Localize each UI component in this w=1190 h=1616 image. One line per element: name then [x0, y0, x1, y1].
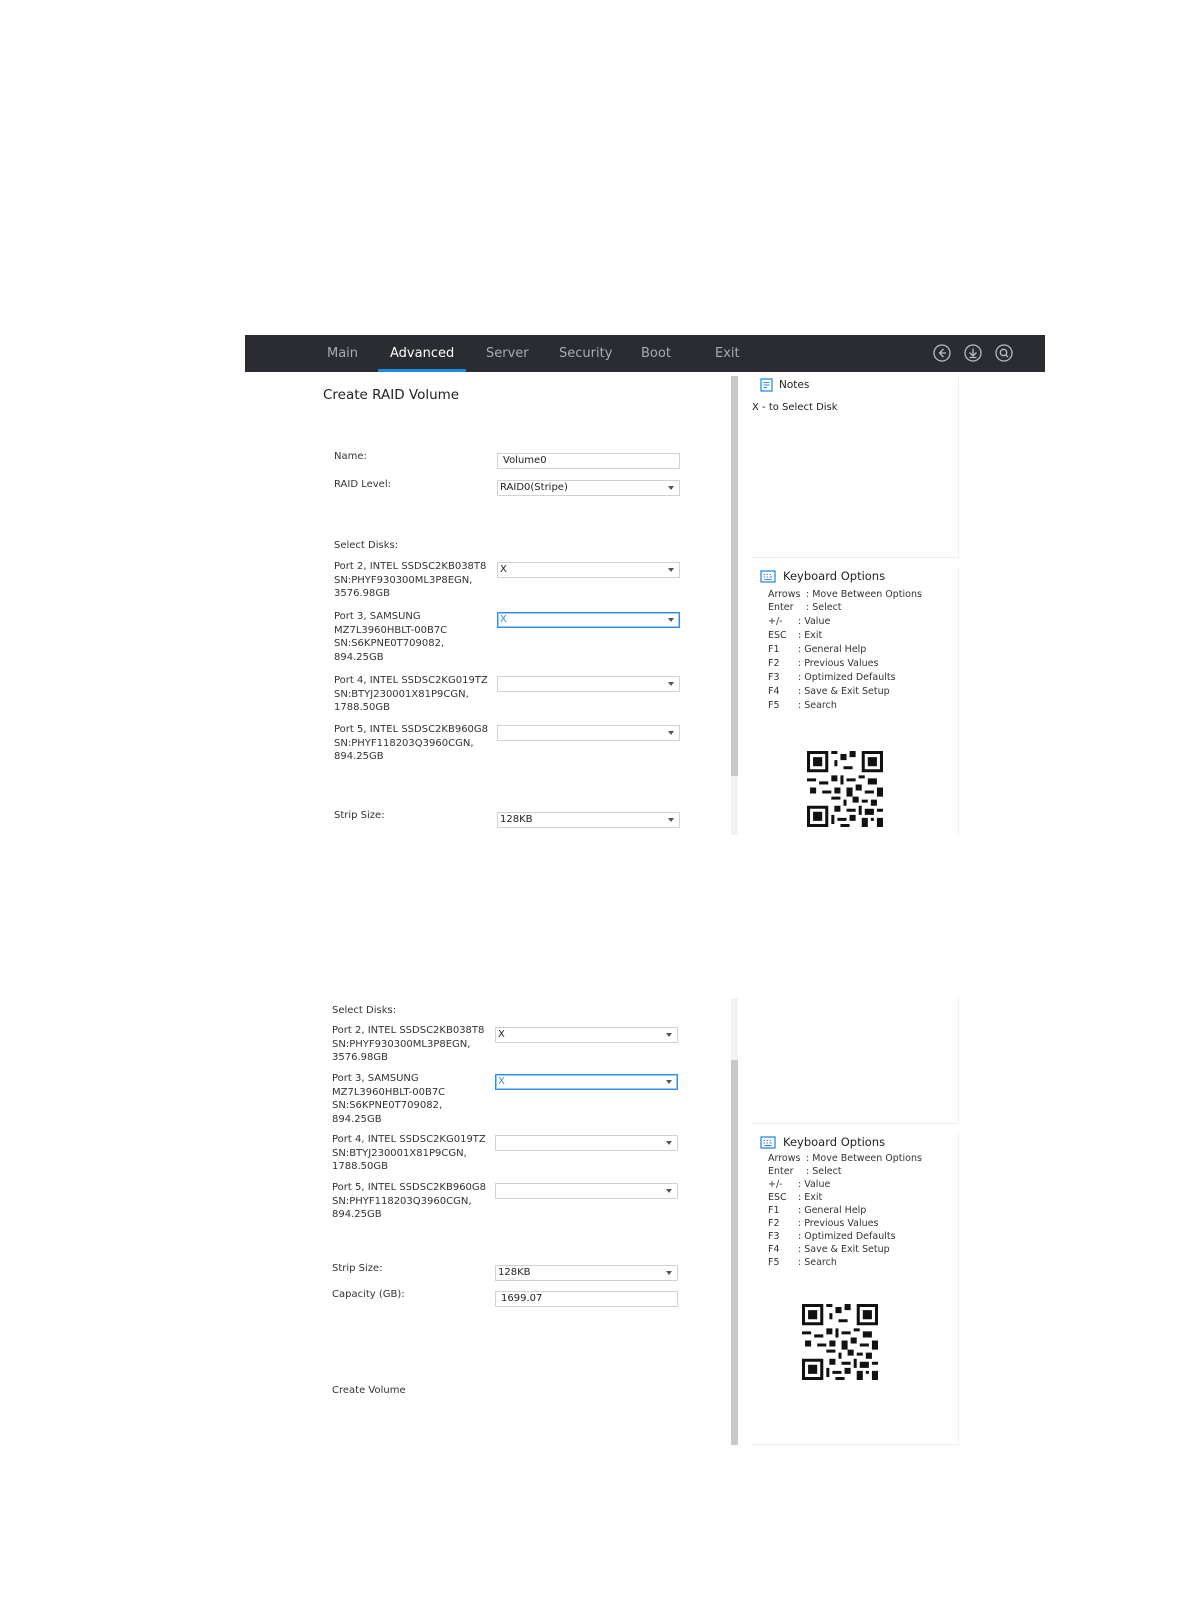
key-label: F4	[768, 686, 780, 697]
disk-label-port3: Port 3, SAMSUNG MZ7L3960HBLT-00B7C SN:S6KPNE0T709082, 894.25GB	[334, 611, 448, 663]
key-label: ESC	[768, 630, 787, 641]
chevron-down-icon	[666, 1271, 672, 1275]
disk-label-port3: Port 3, SAMSUNG MZ7L3960HBLT-00B7C SN:S6KPNE0T709082, 894.25GB	[332, 1073, 446, 1125]
key-desc: : Search	[798, 1257, 837, 1268]
download-icon[interactable]	[964, 344, 982, 362]
strip-size-label: Strip Size:	[334, 810, 385, 821]
disk-label-port2: Port 2, INTEL SSDSC2KB038T8 SN:PHYF930300ML3P8EGN, 3576.98GB	[332, 1025, 485, 1063]
disk-select-port5[interactable]	[495, 1183, 678, 1199]
chevron-down-icon	[668, 731, 674, 735]
key-label: ESC	[768, 1192, 787, 1203]
disk-select-port4[interactable]	[497, 676, 680, 692]
help-panel	[740, 998, 1045, 1445]
strip-size-label: Strip Size:	[332, 1263, 383, 1274]
back-icon[interactable]	[933, 344, 951, 362]
strip-size-select[interactable]	[495, 1265, 678, 1281]
disk-select-port2[interactable]	[495, 1027, 678, 1043]
disk-label-port5: Port 5, INTEL SSDSC2KB960G8 SN:PHYF118203Q3960CGN, 894.25GB	[332, 1182, 487, 1220]
key-label: F2	[768, 1218, 780, 1229]
key-desc: : Previous Values	[798, 1218, 879, 1229]
key-label: Enter	[768, 602, 794, 613]
key-desc: : Value	[798, 1179, 831, 1190]
key-label: F1	[768, 644, 780, 655]
notes-title: Notes	[779, 379, 810, 391]
qr-code-icon	[807, 751, 883, 827]
key-desc: : Select	[806, 602, 842, 613]
strip-size-value: 128KB	[500, 814, 533, 825]
key-label: F3	[768, 672, 780, 683]
disk-label-port4: Port 4, INTEL SSDSC2KG019TZ SN:BTYJ230001X81P9CGN, 1788.50GB	[334, 675, 488, 713]
notes-icon	[760, 378, 773, 392]
keyboard-icon	[760, 569, 776, 583]
bios-screenshot-bottom	[245, 998, 1045, 1445]
chevron-down-icon	[666, 1189, 672, 1193]
disk-label-port5: Port 5, INTEL SSDSC2KB960G8 SN:PHYF118203Q3960CGN, 894.25GB	[334, 724, 489, 762]
key-label: F2	[768, 658, 780, 669]
raid-level-select[interactable]	[497, 480, 680, 496]
keyboard-icon	[760, 1135, 776, 1149]
chevron-down-icon	[668, 682, 674, 686]
page-title: Create RAID Volume	[323, 387, 460, 403]
disk-select-value: X	[498, 1076, 505, 1087]
chevron-down-icon	[666, 1080, 672, 1084]
disk-label-port4: Port 4, INTEL SSDSC2KG019TZ SN:BTYJ230001X81P9CGN, 1788.50GB	[332, 1134, 486, 1172]
scrollbar[interactable]	[731, 376, 738, 835]
key-desc: : General Help	[798, 1205, 867, 1216]
help-panel	[740, 372, 1045, 835]
chevron-down-icon	[668, 818, 674, 822]
key-label: F3	[768, 1231, 780, 1242]
tab-security[interactable]: Security	[559, 346, 613, 361]
qr-code-icon	[802, 1304, 878, 1380]
key-desc: : Exit	[798, 630, 823, 641]
name-label: Name:	[334, 451, 367, 462]
top-nav-bar	[245, 335, 1045, 372]
chevron-down-icon	[668, 568, 674, 572]
disk-select-port3[interactable]	[497, 612, 680, 628]
disk-select-value: X	[498, 1029, 505, 1040]
key-desc: : Move Between Options	[806, 589, 922, 600]
raid-level-label: RAID Level:	[334, 479, 391, 490]
disk-select-port3[interactable]	[495, 1074, 678, 1090]
key-label: +/-	[768, 1179, 783, 1190]
tab-advanced[interactable]: Advanced	[390, 335, 454, 372]
key-desc: : Optimized Defaults	[798, 672, 896, 683]
notes-text: X - to Select Disk	[752, 402, 838, 413]
key-label: +/-	[768, 616, 783, 627]
name-field[interactable]: Volume0	[497, 453, 680, 469]
scrollbar-thumb[interactable]	[731, 1060, 738, 1445]
key-desc: : Select	[806, 1166, 842, 1177]
chevron-down-icon	[668, 486, 674, 490]
tab-boot[interactable]: Boot	[641, 346, 671, 361]
key-desc: : Save & Exit Setup	[798, 1244, 890, 1255]
disk-select-value: X	[500, 614, 507, 625]
key-label: Arrows	[768, 1153, 801, 1164]
key-desc: : Exit	[798, 1192, 823, 1203]
disk-select-port5[interactable]	[497, 725, 680, 741]
tab-main[interactable]: Main	[327, 346, 359, 361]
create-volume-button[interactable]: Create Volume	[332, 1385, 406, 1396]
strip-size-value: 128KB	[498, 1267, 531, 1278]
chevron-down-icon	[666, 1141, 672, 1145]
key-label: F5	[768, 1257, 780, 1268]
key-label: F5	[768, 700, 780, 711]
select-disks-label: Select Disks:	[332, 1005, 397, 1016]
key-desc: : General Help	[798, 644, 867, 655]
disk-select-port4[interactable]	[495, 1135, 678, 1151]
chevron-down-icon	[668, 618, 674, 622]
key-desc: : Move Between Options	[806, 1153, 922, 1164]
settings-panel	[323, 998, 719, 1445]
key-label: Enter	[768, 1166, 794, 1177]
settings-panel	[323, 372, 719, 835]
tab-exit[interactable]: Exit	[715, 346, 740, 361]
key-desc: : Previous Values	[798, 658, 879, 669]
key-desc: : Save & Exit Setup	[798, 686, 890, 697]
keyboard-options-title: Keyboard Options	[783, 569, 886, 583]
key-label: Arrows	[768, 589, 801, 600]
select-disks-label: Select Disks:	[334, 540, 399, 551]
capacity-label: Capacity (GB):	[332, 1289, 405, 1300]
scrollbar[interactable]	[731, 998, 738, 1445]
search-icon[interactable]	[995, 344, 1013, 362]
disk-select-port2[interactable]	[497, 562, 680, 578]
disk-select-value: X	[500, 564, 507, 575]
key-desc: : Search	[798, 700, 837, 711]
key-label: F1	[768, 1205, 780, 1216]
strip-size-select[interactable]	[497, 812, 680, 828]
scrollbar-thumb[interactable]	[731, 376, 738, 776]
tab-server[interactable]: Server	[486, 346, 529, 361]
chevron-down-icon	[666, 1033, 672, 1037]
capacity-field[interactable]: 1699.07	[495, 1291, 678, 1307]
key-desc: : Value	[798, 616, 831, 627]
raid-level-value: RAID0(Stripe)	[500, 482, 568, 493]
key-desc: : Optimized Defaults	[798, 1231, 896, 1242]
bios-screenshot-top	[245, 335, 1045, 835]
disk-label-port2: Port 2, INTEL SSDSC2KB038T8 SN:PHYF930300ML3P8EGN, 3576.98GB	[334, 561, 487, 599]
key-label: F4	[768, 1244, 780, 1255]
notes-box	[752, 998, 959, 1124]
keyboard-options-title: Keyboard Options	[783, 1135, 886, 1149]
